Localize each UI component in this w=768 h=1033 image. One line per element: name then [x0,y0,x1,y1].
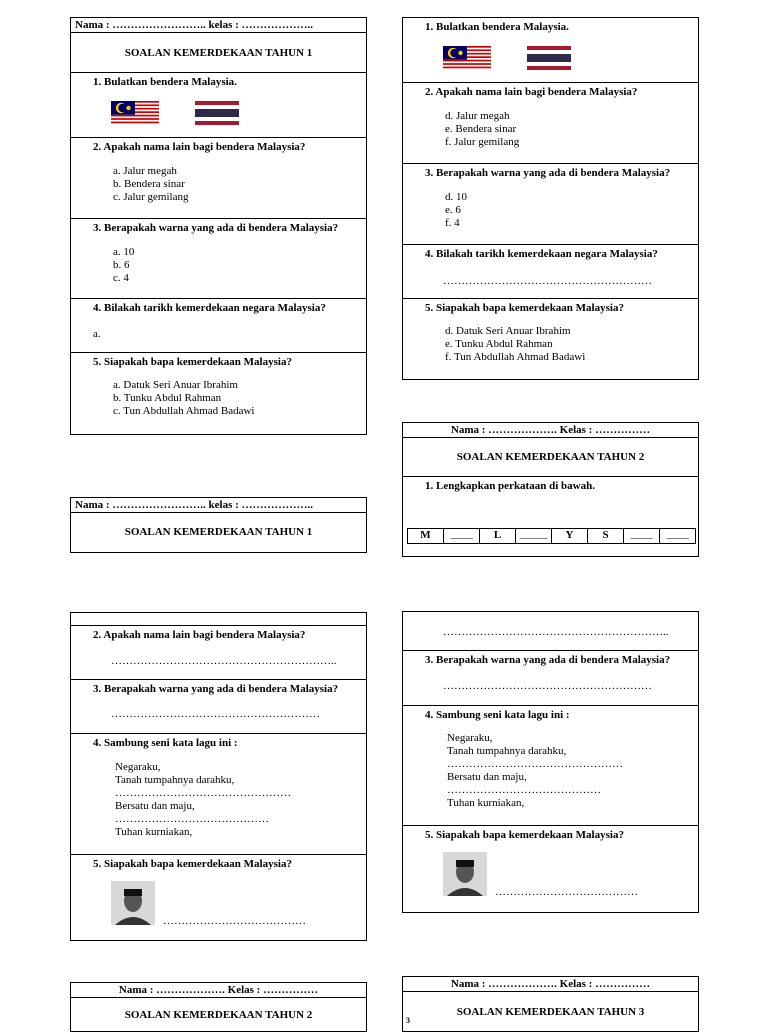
lyric-line: Tuhan kurniakan, [447,797,525,809]
title-row [403,438,698,477]
worksheet-title: SOALAN KEMERDEKAAN TAHUN 1 [124,47,313,59]
question-5-text: 5. Siapakah bapa kemerdekaan Malaysia? [93,356,292,368]
question-3 [403,651,698,706]
worksheet-title: SOALAN KEMERDEKAAN TAHUN 2 [456,451,645,463]
lyrics-block [115,761,291,839]
option-e[interactable]: e. Tunku Abdul Rahman [445,338,553,350]
option-list [113,379,254,418]
question-5 [71,855,366,940]
letter-cell: S [588,529,624,543]
worksheet-title: SOALAN KEMERDEKAAN TAHUN 1 [124,526,313,538]
worksheet-page-2-right [402,611,699,913]
option-f[interactable]: f. Tun Abdullah Ahmad Badawi [445,351,586,363]
question-5 [71,353,366,434]
question-3 [71,680,366,734]
option-b[interactable]: b. Bendera sinar [113,178,185,190]
word-puzzle [407,528,696,544]
question-4 [71,734,366,855]
answer-dots[interactable]: …………………………………… [115,813,269,825]
question-2 [71,626,366,680]
malaysia-flag[interactable] [443,46,491,70]
worksheet-page-2-left [70,612,367,941]
title-row [403,992,698,1032]
question-3-text: 3. Berapakah warna yang ada di bendera Malaysia? [93,222,339,234]
worksheet-tahun2 [402,422,699,557]
option-list [113,246,134,285]
option-a[interactable]: a. 10 [113,246,135,258]
spacer-row [71,613,366,626]
answer-dots[interactable]: ………………………………………… [447,758,623,770]
option-d[interactable]: d. 10 [445,191,467,203]
question-2-text: 2. Apakah nama lain bagi bendera Malaysia? [93,141,306,153]
question-2-text: 2. Apakah nama lain bagi bendera Malaysia? [93,629,306,641]
page-number: 3 [406,1016,410,1025]
question-4-text: 4. Bilakah tarikh kemerdekaan negara Malaysia? [425,248,658,260]
blank-cell[interactable]: ____ [624,529,660,543]
answer-dots[interactable]: …………………………………………………….. [443,626,669,638]
letter-cell: Y [552,529,588,543]
name-class-label: Nama : …………………….. kelas : ……………….. [75,499,314,511]
title-row [71,33,366,73]
question-4-text: 4. Sambung seni kata lagu ini : [425,709,570,721]
option-list [445,110,519,149]
lyric-line: Tuhan kurniakan, [115,826,193,838]
name-class-label: Nama : …………………….. kelas : ……………….. [75,19,314,31]
question-5-text: 5. Siapakah bapa kemerdekaan Malaysia? [425,302,624,314]
answer-dots[interactable]: ………………………………… [163,915,306,927]
tunku-portrait [111,881,155,925]
answer-dots[interactable]: ………………………………………………… [111,708,320,720]
tunku-portrait [443,852,487,896]
malaysia-flag[interactable] [111,101,159,125]
lyric-line: Tanah tumpahnya darahku, [115,774,235,786]
option-f[interactable]: f. Jalur gemilang [445,136,520,148]
thailand-flag[interactable] [527,46,571,70]
question-1 [403,18,698,83]
question-1-text: 1. Bulatkan bendera Malaysia. [425,21,569,33]
question-5 [403,826,698,912]
answer-dots[interactable]: …………………………………… [447,784,601,796]
option-c[interactable]: c. 4 [113,272,129,284]
worksheet-tahun1-header [70,497,367,553]
option-list [445,191,467,230]
option-a[interactable]: a. Jalur megah [113,165,177,177]
question-5-text: 5. Siapakah bapa kemerdekaan Malaysia? [425,829,624,841]
worksheet-tahun1-full [70,17,367,435]
answer-line[interactable]: a. [93,328,101,340]
letter-cell: L [480,529,516,543]
question-3 [71,219,366,299]
answer-dots[interactable]: …………………………………………………….. [111,655,337,667]
option-c[interactable]: c. Jalur gemilang [113,191,189,203]
title-row [71,998,366,1033]
option-e[interactable]: e. Bendera sinar [445,123,517,135]
lyric-line: Tanah tumpahnya darahku, [447,745,567,757]
lyrics-block [447,732,623,810]
question-5 [403,299,698,379]
option-e[interactable]: e. 6 [445,204,461,216]
name-class-label: Nama : ………………. Kelas : …………… [118,984,319,996]
name-class-row [403,977,698,992]
option-d[interactable]: d. Jalur megah [445,110,510,122]
option-list [113,165,188,204]
question-2 [403,83,698,164]
blank-cell[interactable]: ____ [444,529,480,543]
lyric-line: Bersatu dan maju, [447,771,527,783]
question-2-answer [403,612,698,651]
option-f[interactable]: f. 4 [445,217,460,229]
option-c[interactable]: c. Tun Abdullah Ahmad Badawi [113,405,255,417]
name-class-row [71,983,366,998]
option-d[interactable]: d. Datuk Seri Anuar Ibrahim [445,325,571,337]
answer-dots[interactable]: ………………………………………………… [443,680,652,692]
letter-cell: M [408,529,444,543]
worksheet-tahun2-header-left [70,982,367,1032]
question-4 [403,245,698,299]
blank-cell[interactable]: _____ [516,529,552,543]
name-class-row [71,18,366,33]
lyric-line: Bersatu dan maju, [115,800,195,812]
question-3-text: 3. Berapakah warna yang ada di bendera Malaysia? [425,654,671,666]
question-1 [403,477,698,556]
name-class-row [403,423,698,438]
lyric-line: Negaraku, [115,761,161,773]
question-4-text: 4. Sambung seni kata lagu ini : [93,737,238,749]
answer-dots[interactable]: ………………………………………… [115,787,291,799]
lyric-line: Negaraku, [447,732,493,744]
question-3-text: 3. Berapakah warna yang ada di bendera Malaysia? [425,167,671,179]
blank-cell[interactable]: ____ [666,528,689,540]
worksheet-page-1-right [402,17,699,380]
option-b[interactable]: b. Tunku Abdul Rahman [113,392,222,404]
question-1 [71,73,366,138]
worksheet-title: SOALAN KEMERDEKAAN TAHUN 3 [456,1006,645,1018]
worksheet-title: SOALAN KEMERDEKAAN TAHUN 2 [124,1009,313,1021]
option-b[interactable]: b. 6 [113,259,130,271]
option-a[interactable]: a. Datuk Seri Anuar Ibrahim [113,379,238,391]
question-3-text: 3. Berapakah warna yang ada di bendera Malaysia? [93,683,339,695]
thailand-flag[interactable] [195,101,239,125]
option-list [445,325,585,364]
question-3 [403,164,698,245]
question-4 [71,299,366,353]
question-4-text: 4. Bilakah tarikh kemerdekaan negara Malaysia? [93,302,326,314]
answer-dots[interactable]: ………………………………… [495,886,638,898]
question-1-text: 1. Lengkapkan perkataan di bawah. [425,480,595,492]
title-row [71,513,366,552]
question-2 [71,138,366,219]
name-class-label: Nama : ………………. Kelas : …………… [450,424,651,436]
name-class-label: Nama : ………………. Kelas : …………… [450,978,651,990]
question-1-text: 1. Bulatkan bendera Malaysia. [93,76,237,88]
name-class-row [71,498,366,513]
question-5-text: 5. Siapakah bapa kemerdekaan Malaysia? [93,858,292,870]
question-4 [403,706,698,826]
question-2-text: 2. Apakah nama lain bagi bendera Malaysia? [425,86,638,98]
answer-dots[interactable]: ………………………………………………… [443,275,652,287]
